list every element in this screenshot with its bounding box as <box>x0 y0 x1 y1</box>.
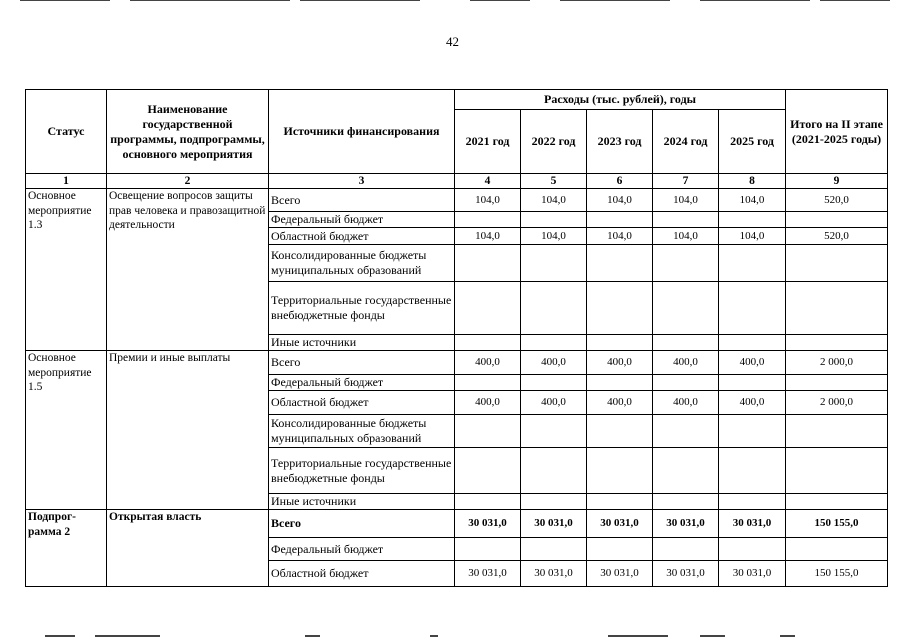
value-cell <box>455 448 521 494</box>
total-cell <box>786 415 888 448</box>
source-cell: Областной бюджет <box>269 391 455 415</box>
source-cell: Иные источники <box>269 335 455 351</box>
value-cell: 104,0 <box>521 189 587 212</box>
value-cell <box>587 538 653 561</box>
value-cell <box>455 212 521 228</box>
value-cell: 400,0 <box>455 351 521 375</box>
value-cell <box>455 538 521 561</box>
source-cell: Федеральный бюджет <box>269 212 455 228</box>
source-cell: Консолидированные бюджеты муниципальных образований <box>269 415 455 448</box>
value-cell: 30 031,0 <box>653 561 719 587</box>
value-cell: 400,0 <box>521 391 587 415</box>
header-year: 2024 год <box>653 110 719 174</box>
value-cell: 104,0 <box>521 228 587 245</box>
value-cell <box>587 415 653 448</box>
value-cell <box>455 282 521 335</box>
source-cell: Областной бюджет <box>269 561 455 587</box>
value-cell <box>653 538 719 561</box>
value-cell: 104,0 <box>719 189 786 212</box>
header-sources: Источники финансирования <box>269 90 455 174</box>
value-cell: 400,0 <box>521 351 587 375</box>
value-cell <box>719 415 786 448</box>
header-year: 2025 год <box>719 110 786 174</box>
value-cell <box>587 282 653 335</box>
total-cell: 520,0 <box>786 228 888 245</box>
row-status: Основное мероприятие 1.5 <box>26 351 107 510</box>
source-cell: Всего <box>269 189 455 212</box>
header-status: Статус <box>26 90 107 174</box>
value-cell <box>455 335 521 351</box>
column-number: 3 <box>269 174 455 189</box>
value-cell <box>719 282 786 335</box>
value-cell: 400,0 <box>587 351 653 375</box>
value-cell <box>521 538 587 561</box>
value-cell <box>521 335 587 351</box>
column-number: 1 <box>26 174 107 189</box>
value-cell <box>587 448 653 494</box>
value-cell <box>521 245 587 282</box>
value-cell <box>719 212 786 228</box>
value-cell <box>587 375 653 391</box>
column-number: 5 <box>521 174 587 189</box>
value-cell <box>521 375 587 391</box>
value-cell <box>719 245 786 282</box>
header-year: 2023 год <box>587 110 653 174</box>
row-status: Основное мероприятие 1.3 <box>26 189 107 351</box>
value-cell: 104,0 <box>653 189 719 212</box>
column-number: 2 <box>107 174 269 189</box>
total-cell: 2 000,0 <box>786 391 888 415</box>
header-year: 2022 год <box>521 110 587 174</box>
total-cell <box>786 245 888 282</box>
value-cell <box>587 494 653 510</box>
value-cell: 30 031,0 <box>587 561 653 587</box>
value-cell <box>653 335 719 351</box>
value-cell <box>455 415 521 448</box>
total-cell <box>786 538 888 561</box>
source-cell: Всего <box>269 351 455 375</box>
column-number: 9 <box>786 174 888 189</box>
value-cell: 104,0 <box>587 228 653 245</box>
source-cell: Территориальные государственные внебюджетные фонды <box>269 448 455 494</box>
page-number: 42 <box>446 34 459 49</box>
value-cell <box>719 335 786 351</box>
value-cell: 400,0 <box>653 351 719 375</box>
total-cell: 150 155,0 <box>786 561 888 587</box>
value-cell <box>521 415 587 448</box>
value-cell <box>653 282 719 335</box>
value-cell <box>587 335 653 351</box>
value-cell: 104,0 <box>653 228 719 245</box>
value-cell: 30 031,0 <box>719 510 786 538</box>
row-name: Открытая власть <box>107 510 269 587</box>
value-cell <box>653 448 719 494</box>
total-cell <box>786 282 888 335</box>
column-number: 6 <box>587 174 653 189</box>
value-cell <box>719 494 786 510</box>
value-cell <box>653 375 719 391</box>
source-cell: Территориальные государственные внебюджетные фонды <box>269 282 455 335</box>
header-name: Наименование государственной программы, подпрограммы, основного мероприятия <box>107 90 269 174</box>
total-cell <box>786 335 888 351</box>
header-total: Итого на II этапе (2021-2025 годы) <box>786 90 888 174</box>
value-cell <box>587 245 653 282</box>
value-cell: 104,0 <box>719 228 786 245</box>
row-name: Освещение вопросов защиты прав человека и правозащитной деятельности <box>107 189 269 351</box>
value-cell: 400,0 <box>455 391 521 415</box>
value-cell: 30 031,0 <box>653 510 719 538</box>
total-cell: 520,0 <box>786 189 888 212</box>
value-cell <box>719 448 786 494</box>
budget-table <box>25 89 888 587</box>
value-cell <box>521 494 587 510</box>
value-cell <box>653 494 719 510</box>
value-cell <box>653 245 719 282</box>
value-cell <box>455 375 521 391</box>
table-row <box>26 189 888 212</box>
value-cell: 400,0 <box>719 351 786 375</box>
column-number: 4 <box>455 174 521 189</box>
column-number: 7 <box>653 174 719 189</box>
total-cell <box>786 448 888 494</box>
value-cell: 400,0 <box>653 391 719 415</box>
row-name: Премии и иные выплаты <box>107 351 269 510</box>
value-cell: 30 031,0 <box>521 561 587 587</box>
total-cell: 2 000,0 <box>786 351 888 375</box>
value-cell <box>719 375 786 391</box>
value-cell <box>455 245 521 282</box>
value-cell: 30 031,0 <box>719 561 786 587</box>
total-cell: 150 155,0 <box>786 510 888 538</box>
source-cell: Федеральный бюджет <box>269 538 455 561</box>
value-cell: 30 031,0 <box>455 561 521 587</box>
value-cell: 30 031,0 <box>455 510 521 538</box>
total-cell <box>786 212 888 228</box>
source-cell: Консолидированные бюджеты муниципальных образований <box>269 245 455 282</box>
source-cell: Федеральный бюджет <box>269 375 455 391</box>
value-cell: 104,0 <box>587 189 653 212</box>
value-cell <box>653 212 719 228</box>
value-cell: 30 031,0 <box>521 510 587 538</box>
value-cell: 400,0 <box>587 391 653 415</box>
source-cell: Областной бюджет <box>269 228 455 245</box>
value-cell <box>719 538 786 561</box>
value-cell <box>521 448 587 494</box>
value-cell <box>455 494 521 510</box>
source-cell: Иные источники <box>269 494 455 510</box>
total-cell <box>786 494 888 510</box>
table-row <box>26 510 888 538</box>
table-row <box>26 351 888 375</box>
column-number: 8 <box>719 174 786 189</box>
row-status: Подпрог-рамма 2 <box>26 510 107 587</box>
value-cell <box>587 212 653 228</box>
value-cell <box>653 415 719 448</box>
value-cell: 104,0 <box>455 189 521 212</box>
header-expenses: Расходы (тыс. рублей), годы <box>455 90 786 110</box>
value-cell: 30 031,0 <box>587 510 653 538</box>
value-cell <box>521 282 587 335</box>
header-year: 2021 год <box>455 110 521 174</box>
value-cell: 400,0 <box>719 391 786 415</box>
value-cell: 104,0 <box>455 228 521 245</box>
value-cell <box>521 212 587 228</box>
total-cell <box>786 375 888 391</box>
source-cell: Всего <box>269 510 455 538</box>
